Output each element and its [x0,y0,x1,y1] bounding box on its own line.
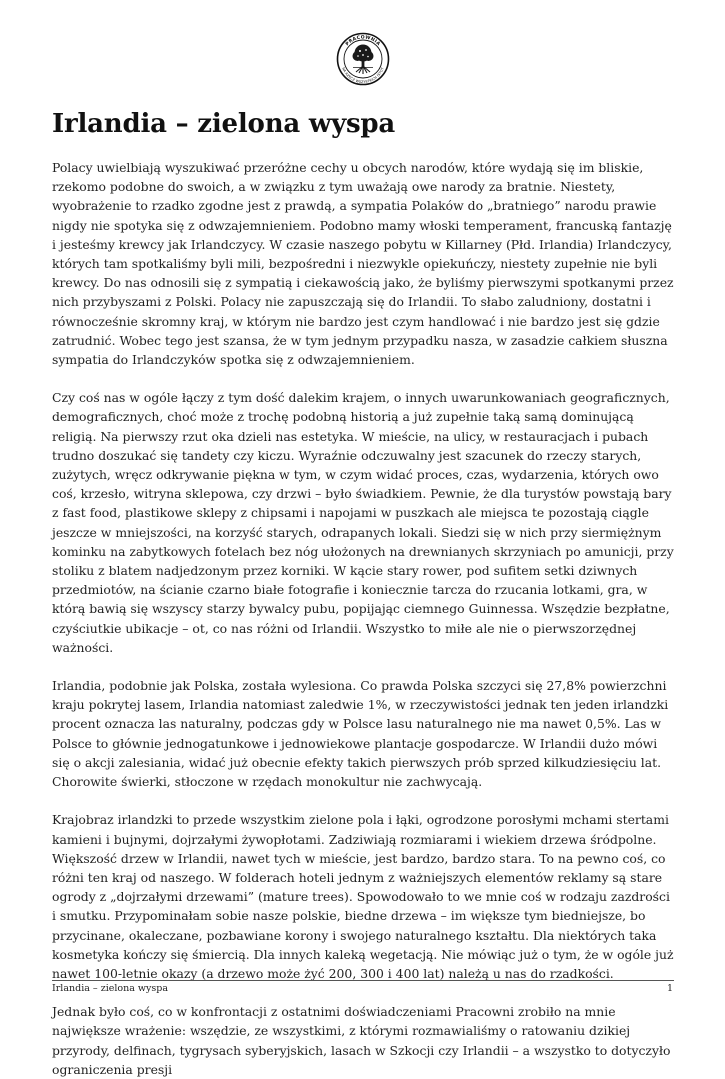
article-body [52,158,674,1079]
logo [336,32,390,86]
paragraph: Irlandia, podobnie jak Polska, została wylesiona. Co prawda Polska szczyci się 27,8% powierzchni kraju pokrytej lasem, Irlandia natomiast zaledwie 1%, w rzeczywistości jednak ten jeden irlandzki procent oznacza las naturalny, podczas gdy w Polsce lasu naturalnego nie ma nawet 0,5%. Las w Polsce to głównie jednogatunkowe i jednowiekowe plantacje gospodarcze. W Irlandii dużo mówi się o akcji zalesiania, widać już obecnie efekty takich pierwszych prób sprzed kilkudziesięciu lat. Chorowite świerki, stłoczone w rzędach monokultur nie zachwycają. [52,678,669,790]
paragraph: Jednak było coś, co w konfrontacji z ostatnimi doświadczeniami Pracowni zrobiło na mnie największe wrażenie: wszędzie, ze wszystkimi, z którymi rozmawialiśmy o ratowaniu dzikiej przyrody, delfinach, tygrysach syberyjskich, lasach w Szkocji czy Irlandii – a wszystko to dotyczyło ograniczenia presji [52,1004,671,1077]
paragraph: Krajobraz irlandzki to przede wszystkim zielone pola i łąki, ogrodzone porosłymi mchami stertami kamieni i bujnymi, dojrzałymi żywopłotami. Zadziwiają rozmiarami i wiekiem drzewa śródpolne. Większość drzew w Irlandii, nawet tych w mieście, jest bardzo, bardzo stara. To na pewno coś, co różni ten kraj od naszego. W folderach hoteli jednym z ważniejszych elementów reklamy są stare ogrody z „dojrzałymi drzewami” (mature trees). Spowodowało to we mnie coś w rodzaju zazdrości i smutku. Przypominałam sobie nasze polskie, biedne drzewa – im większe tym biedniejsze, bo przycinane, okaleczane, pozbawiane korony i swojego naturalnego kształtu. Dla niektórych taka kosmetyka kończy się śmiercią. Dla innych kaleką wegetacją. Nie mówiąc już o tym, że w ogóle już nawet 100-letnie okazy (a drzewo może żyć 200, 300 i 400 lat) należą u nas do rzadkości. [52,812,674,981]
article-title: Irlandia – zielona wyspa [52,109,396,139]
page-number: 1 [666,983,673,994]
paragraph: Polacy uwielbiają wyszukiwać przeróżne cechy u obcych narodów, które wydają się im bliskie, rzekomo podobne do swoich, a w związku z tym uważają owe narody za bratnie. Niestety, wyobrażenie to rzadko zgodne jest z prawdą, a sympatia Polaków do „bratniego” narodu prawie nigdy nie spotyka się z odwzajemnieniem. Podobno mamy włoski temperament, francuską fantazję i jesteśmy krewcy jak Irlandczycy. W czasie naszego pobytu w Killarney (Płd. Irlandia) Irlandczycy, których tam spotkaliśmy byli mili, bezpośredni i niezwykle opiekuńczy, niestety zupełnie nie byli krewcy. Do nas odnosili się z sympatią i ciekawością jako, że byliśmy pierwszymi spotkanymi przez nich przybyszami z Polski. Polacy nie zapuszczają się do Irlandii. To słabo zaludniony, dostatni i równocześnie skromny kraj, w którym nie bardzo jest czym handlować i nie bardzo jest się gdzie zatrudnić. Wobec tego jest szansa, że w tym jednym przypadku nasza, w zasadzie całkiem słuszna sympatia do Irlandczyków spotka się z odwzajemnieniem. [52,160,674,368]
logo-text-bottom: NA RZECZ WSZYSTKICH ISTOT [341,66,385,85]
paragraph: Czy coś nas w ogóle łączy z tym dość dalekim krajem, o innych uwarunkowaniach geograficznych, demograficznych, choć może z trochę podobną historią a już zupełnie taką samą dominującą religią. Na pierwszy rzut oka dzieli nas estetyka. W mieście, na ulicy, w restauracjach i pubach trudno doszukać się tandety czy kiczu. Wyraźnie odczuwalny jest szacunek do rzeczy starych, zużytych, wręcz odkrywanie piękna w tym, w czym widać proces, czas, wydarzenia, których owo coś, krzesło, witryna sklepowa, czy drzwi – było świadkiem. Pewnie, że dla turystów powstają bary z fast food, plastikowe sklepy z chipsami i napojami w puszkach ale miejsca te pozostają ciągle jeszcze w mniejszości, na korzyść starych, odrapanych lokali. Siedzi się w nich przy siermiężnym kominku na zabytkowych fotelach bez nóg ułożonych na drewnianych skrzyniach po amunicji, przy stoliku z blatem nadjedzonym przez korniki. W kącie stary rower, pod sufitem setki dziwnych przedmiotów, na ścianie czarno białe fotografie i koniecznie tarcza do rzucania lotkami, gra, w którą bawią się wszyscy starzy bywalcy pubu, popijając ciemnego Guinnessa. Wszędzie bezpłatne, czyściutkie ubikacje – ot, co nas różni od Irlandii. Wszystko to miłe ale nie o pierwszorzędnej ważności. [52,390,674,655]
footer-divider [52,980,674,981]
tree-seal-logo-icon [336,32,390,86]
footer-title: Irlandia – zielona wyspa [52,983,169,994]
logo-text-top: PRACOWNIA [345,35,381,48]
